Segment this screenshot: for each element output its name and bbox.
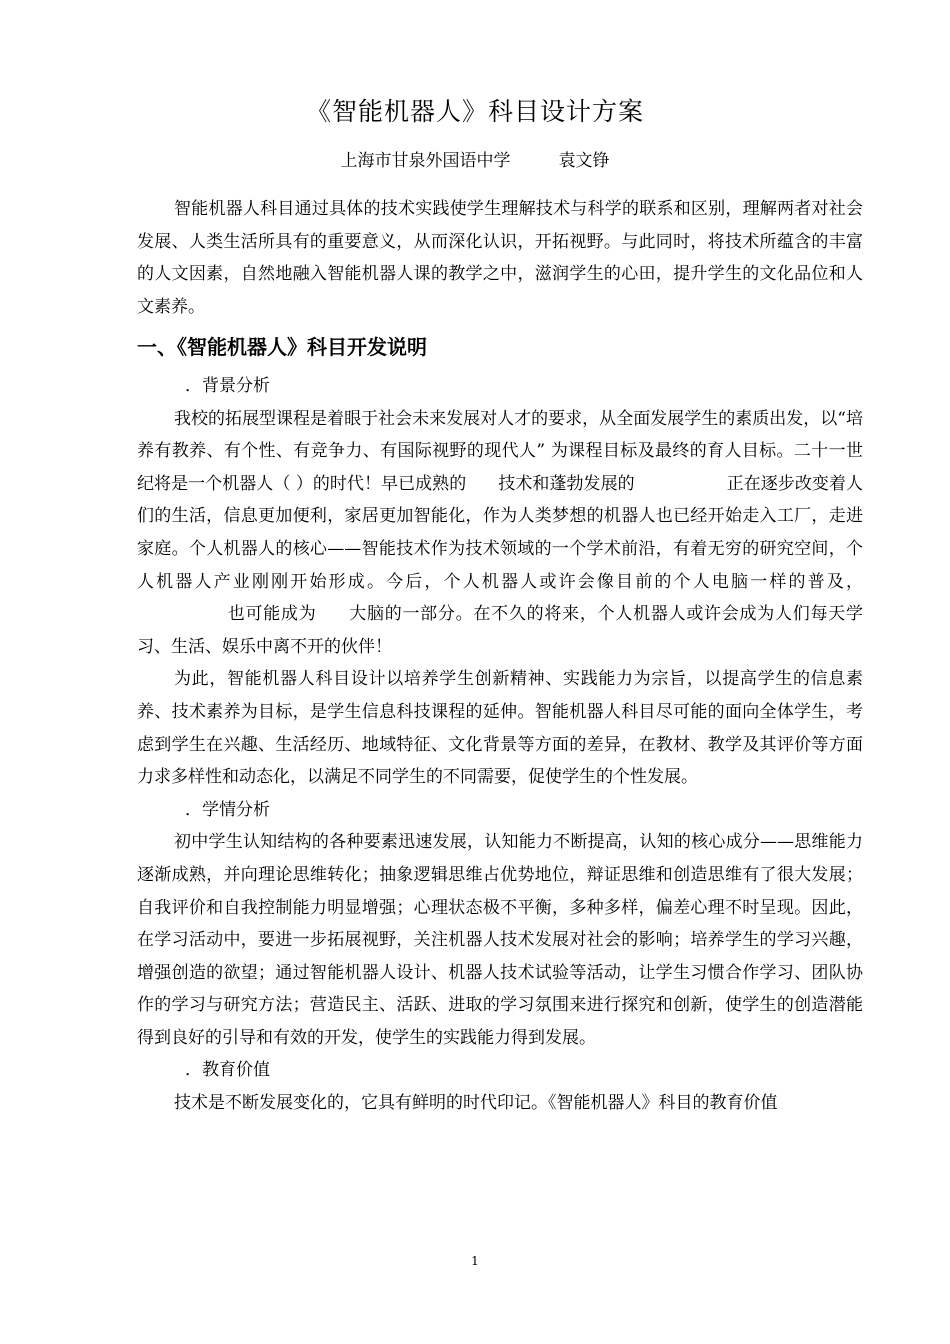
author-name: 袁文铮 xyxy=(558,151,610,171)
text-run: 我校的拓展型课程是着眼于社会未来发展对人才的要求，从全面发展学生的素质出发，以“培养有教养、有个性、有竞争力、有国际视野的现代人” 为课程目标及最终的育人目标。二十一世纪将是一个机器人（ ）的时代！早已成熟的 xyxy=(137,408,863,494)
page-number: 1 xyxy=(471,1254,479,1268)
text-run: 正在逐步改变着人们的生活，信息更加便利，家居更加智能化，作为人类梦想的机器人也已经开始走入工厂，走进家庭。个人机器人的核心——智能技术作为技术领域的一个学术前沿，有着无穷的研究空间，个人机器人产业刚刚开始形成。今后，个人机器人或许会像目前的个人电脑一样的普及， xyxy=(137,473,864,592)
subheading-background: ．背景分析 xyxy=(185,376,270,396)
text-run: 技术和蓬勃发展的 xyxy=(498,473,635,494)
subheading-students: ．学情分析 xyxy=(185,799,270,820)
paragraph-purpose: 为此，智能机器人科目设计以培养学生创新精神、实践能力为宗旨，以提高学生的信息素养、技术素养为目标，是学生信息科技课程的延伸。智能机器人科目尽可能的面向全体学生，考虑到学生在兴趣、生活经历、地域特征、文化背景等方面的差异，在教材、教学及其评价等方面力求多样性和动态化，以满足不同学生的不同需要，促使学生的个性发展。 xyxy=(137,669,863,788)
paragraph-value: 技术是不断发展变化的，它具有鲜明的时代印记。《智能机器人》科目的教育价值 xyxy=(174,1093,778,1114)
section-body xyxy=(137,370,863,1120)
intro-paragraph: 智能机器人科目通过具体的技术实践使学生理解技术与科学的联系和区别，理解两者对社会发展、人类生活所具有的重要意义，从而深化认识，开拓视野。与此同时，将技术所蕴含的丰富的人文因素，自然地融入智能机器人课的教学之中，滋润学生的心田，提升学生的文化品位和人文素养。 xyxy=(137,199,863,317)
text-run: 也可能成为 xyxy=(227,604,317,625)
subheading-value: ．教育价值 xyxy=(185,1060,270,1081)
document-title: 《智能机器人》科目设计方案 xyxy=(305,97,644,126)
paragraph-students: 初中学生认知结构的各种要素迅速发展，认知能力不断提高，认知的核心成分——思维能力逐渐成熟，并向理论思维转化；抽象逻辑思维占优势地位，辩证思维和创造思维有了很大发展；自我评价和自我控制能力明显增强；心理状态极不平衡，多种多样，偏差心理不时呈现。因此，在学习活动中，要进一步拓展视野，关注机器人技术发展对社会的影响；培养学生的学习兴趣，增强创造的欲望；通过智能机器人设计、机器人技术试验等活动，让学生习惯合作学习、团队协作的学习与研究方法；营造民主、活跃、进取的学习氛围来进行探究和创新，使学生的创造潜能得到良好的引导和有效的开发，使学生的实践能力得到发展。 xyxy=(137,832,863,1048)
paragraph-background xyxy=(137,403,863,664)
author-line xyxy=(0,146,950,171)
text-run: 大脑的一部分。在不久的将来，个人机器人或许会成为人们每天学习、生活、娱乐中离不开的伙伴！ xyxy=(137,604,864,657)
school-name: 上海市甘泉外国语中学 xyxy=(340,151,511,171)
section-heading: 一、《智能机器人》科目开发说明 xyxy=(137,335,427,359)
intro-block xyxy=(137,193,863,323)
